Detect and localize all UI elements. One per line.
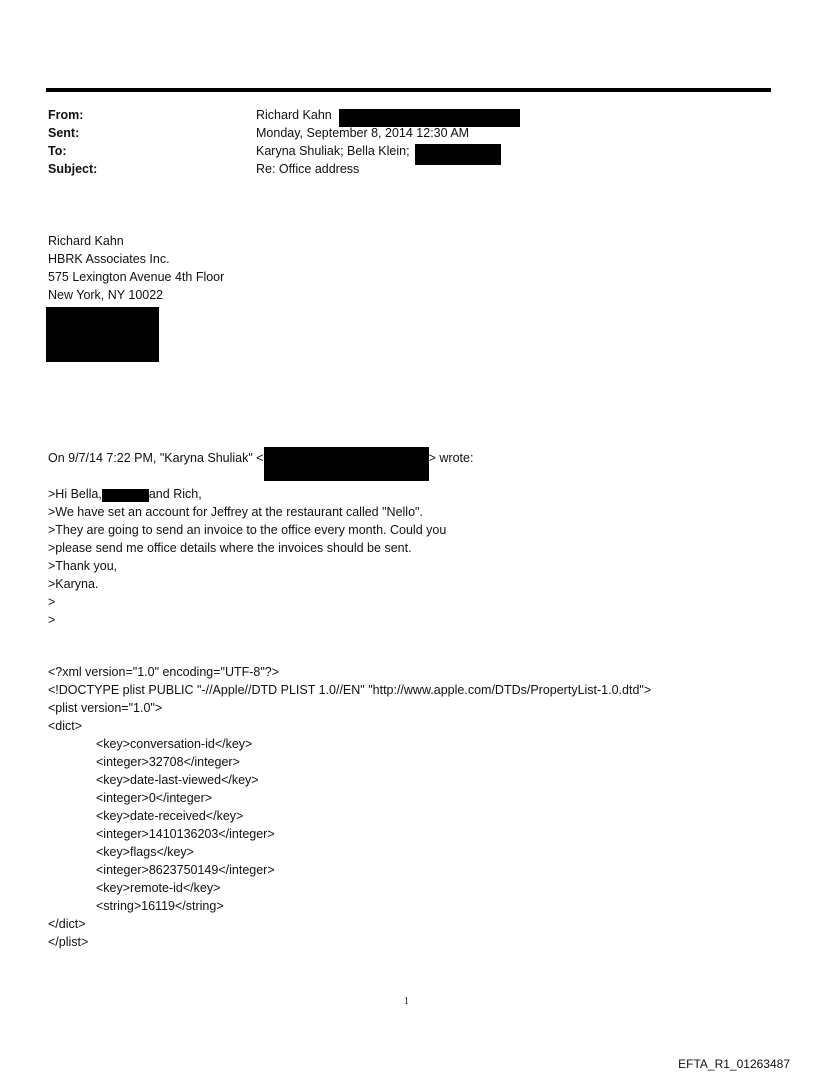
xml-entry: <key>remote-id</key> [96, 881, 221, 895]
signature-address2: New York, NY 10022 [48, 288, 164, 302]
xml-entry: <key>date-received</key> [96, 809, 244, 823]
page-number: 1 [404, 996, 409, 1007]
xml-entry: <integer>8623750149</integer> [96, 863, 275, 877]
signature-company: HBRK Associates Inc. [48, 252, 170, 266]
quote-line: >please send me office details where the invoices should be sent. [48, 541, 412, 555]
quote-line: >Karyna. [48, 577, 99, 591]
to-label: To: [48, 144, 67, 158]
from-label: From: [48, 108, 84, 122]
to-recipients: Karyna Shuliak; Bella Klein; [256, 144, 410, 158]
redaction-greeting-name [102, 489, 149, 502]
xml-dict-close: </dict> [48, 917, 86, 931]
xml-entry: <key>flags</key> [96, 845, 194, 859]
quote-greeting [48, 487, 202, 502]
bates-number: EFTA_R1_01263487 [678, 1057, 790, 1071]
quote-line: >They are going to send an invoice to the office every month. Could you [48, 523, 447, 537]
quote-line: >We have set an account for Jeffrey at the restaurant called "Nello". [48, 505, 423, 519]
xml-entry: <key>date-last-viewed</key> [96, 773, 259, 787]
xml-doctype: <!DOCTYPE plist PUBLIC "-//Apple//DTD PLIST 1.0//EN" "http://www.apple.com/DTDs/PropertyList-1.0.dtd"> [48, 683, 652, 697]
xml-entry: <string>16119</string> [96, 899, 224, 913]
quote-line: >Thank you, [48, 559, 118, 573]
quote-intro-before: On 9/7/14 7:22 PM, "Karyna Shuliak" < [48, 451, 264, 465]
redaction-signature-block [46, 307, 159, 362]
xml-entry: <integer>0</integer> [96, 791, 213, 805]
xml-entry: <integer>1410136203</integer> [96, 827, 275, 841]
from-name: Richard Kahn [256, 108, 332, 122]
quote-line: > [48, 613, 56, 627]
quote-line: > [48, 595, 56, 609]
xml-declaration: <?xml version="1.0" encoding="UTF-8"?> [48, 665, 280, 679]
quote-intro-after: > wrote: [428, 451, 474, 465]
signature-name: Richard Kahn [48, 234, 124, 248]
xml-entry: <key>conversation-id</key> [96, 737, 253, 751]
quote-greeting-before: >Hi Bella, [48, 487, 102, 501]
quote-intro [48, 451, 473, 481]
xml-plist-open: <plist version="1.0"> [48, 701, 163, 715]
signature-address1: 575 Lexington Avenue 4th Floor [48, 270, 225, 284]
redaction-from-email [339, 109, 520, 127]
xml-entry: <integer>32708</integer> [96, 755, 240, 769]
sent-label: Sent: [48, 126, 80, 140]
header-rule [46, 88, 771, 92]
subject-value: Re: Office address [256, 162, 360, 176]
xml-dict-open: <dict> [48, 719, 83, 733]
quote-greeting-after: and Rich, [148, 487, 202, 501]
subject-label: Subject: [48, 162, 98, 176]
from-value [256, 108, 520, 127]
xml-plist-close: </plist> [48, 935, 89, 949]
redaction-to-email [415, 144, 501, 165]
redaction-quote-email [264, 447, 429, 481]
sent-value: Monday, September 8, 2014 12:30 AM [256, 126, 470, 140]
